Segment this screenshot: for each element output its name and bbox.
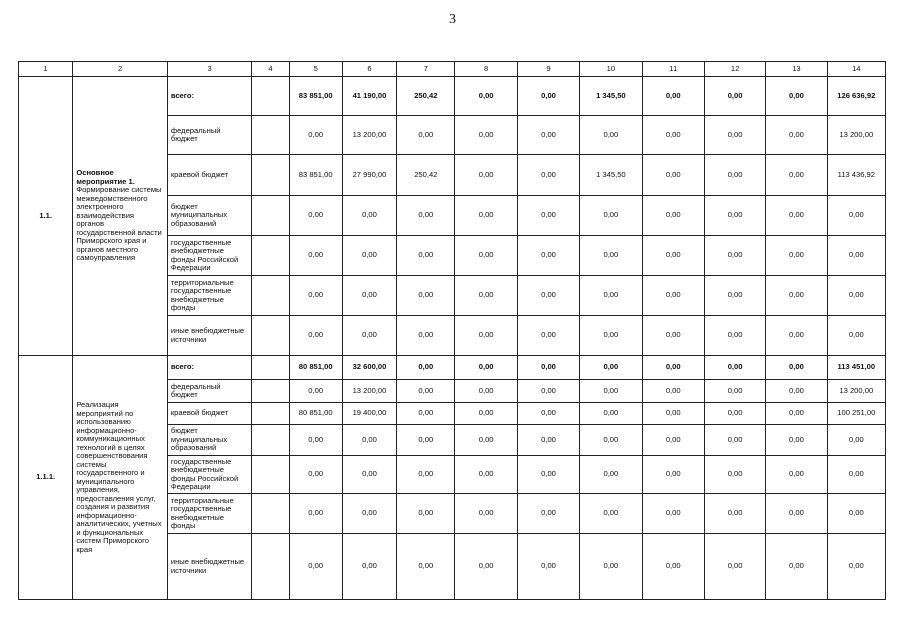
value-cell: 0,00 [580,196,642,236]
value-cell: 0,00 [642,236,704,276]
value-cell: 0,00 [704,196,765,236]
value-cell: 0,00 [455,534,517,600]
funding-source: государственные внебюджетные фонды Российской Федерации [167,456,251,494]
value-cell: 13 200,00 [827,116,885,155]
value-cell: 0,00 [289,380,342,403]
value-cell: 0,00 [827,316,885,356]
item-code: 1.1.1. [19,356,73,600]
value-cell: 0,00 [517,116,579,155]
column-header-12: 12 [704,62,765,77]
value-cell: 0,00 [397,380,455,403]
value-cell: 0,00 [827,236,885,276]
value-cell: 0,00 [704,494,765,534]
value-cell: 0,00 [704,116,765,155]
value-cell: 0,00 [704,403,765,425]
value-cell: 0,00 [289,456,342,494]
value-cell: 0,00 [766,196,827,236]
value-cell: 0,00 [766,456,827,494]
value-cell: 0,00 [397,356,455,380]
value-cell: 83 851,00 [289,77,342,116]
value-cell: 0,00 [580,356,642,380]
value-cell: 0,00 [517,403,579,425]
value-cell: 0,00 [827,425,885,456]
value-cell: 0,00 [517,316,579,356]
value-cell: 0,00 [642,77,704,116]
value-cell: 0,00 [580,316,642,356]
item-name-title: Основное мероприятие 1. [76,168,135,186]
column-4-cell [252,425,289,456]
value-cell: 0,00 [766,356,827,380]
value-cell: 0,00 [766,380,827,403]
value-cell: 32 600,00 [342,356,396,380]
value-cell: 0,00 [455,403,517,425]
column-header-5: 5 [289,62,342,77]
column-4-cell [252,534,289,600]
value-cell: 0,00 [455,425,517,456]
item-name [73,77,168,356]
value-cell: 0,00 [455,356,517,380]
funding-source: территориальные государственные внебюджетные фонды [167,494,251,534]
column-4-cell [252,316,289,356]
value-cell: 80 851,00 [289,356,342,380]
value-cell: 0,00 [766,425,827,456]
value-cell: 0,00 [580,425,642,456]
value-cell: 0,00 [342,316,396,356]
value-cell: 0,00 [704,77,765,116]
funding-source: всего: [167,356,251,380]
value-cell: 0,00 [289,276,342,316]
value-cell: 0,00 [289,494,342,534]
budget-table [18,61,886,600]
value-cell: 1 345,50 [580,77,642,116]
value-cell: 0,00 [766,236,827,276]
value-cell: 0,00 [642,380,704,403]
column-4-cell [252,116,289,155]
column-header-2: 2 [73,62,168,77]
value-cell: 250,42 [397,77,455,116]
value-cell: 0,00 [455,236,517,276]
value-cell: 0,00 [827,494,885,534]
value-cell: 0,00 [517,425,579,456]
value-cell: 0,00 [517,77,579,116]
value-cell: 0,00 [342,276,396,316]
value-cell: 0,00 [397,276,455,316]
column-4-cell [252,494,289,534]
funding-source: бюджет муниципальных образований [167,196,251,236]
value-cell: 0,00 [766,316,827,356]
value-cell: 1 345,50 [580,155,642,196]
value-cell: 0,00 [342,425,396,456]
value-cell: 0,00 [289,534,342,600]
value-cell: 0,00 [397,236,455,276]
column-header-13: 13 [766,62,827,77]
value-cell: 0,00 [642,494,704,534]
value-cell: 0,00 [517,380,579,403]
table-row [19,356,886,380]
value-cell: 0,00 [289,236,342,276]
column-4-cell [252,380,289,403]
value-cell: 0,00 [580,236,642,276]
value-cell: 0,00 [397,425,455,456]
value-cell: 0,00 [342,534,396,600]
value-cell: 0,00 [704,276,765,316]
value-cell: 0,00 [455,494,517,534]
value-cell: 0,00 [397,456,455,494]
column-header-11: 11 [642,62,704,77]
value-cell: 113 451,00 [827,356,885,380]
value-cell: 0,00 [289,316,342,356]
value-cell: 0,00 [517,276,579,316]
value-cell: 0,00 [704,456,765,494]
value-cell: 0,00 [455,116,517,155]
value-cell: 100 251,00 [827,403,885,425]
page-number: 3 [449,12,456,27]
value-cell: 0,00 [455,316,517,356]
column-4-cell [252,155,289,196]
value-cell: 113 436,92 [827,155,885,196]
column-header-3: 3 [167,62,251,77]
value-cell: 250,42 [397,155,455,196]
value-cell: 0,00 [766,534,827,600]
value-cell: 13 200,00 [342,116,396,155]
value-cell: 0,00 [704,356,765,380]
funding-source: бюджет муниципальных образований [167,425,251,456]
value-cell: 0,00 [580,456,642,494]
value-cell: 0,00 [766,403,827,425]
header-row [19,62,886,77]
value-cell: 0,00 [766,116,827,155]
column-header-8: 8 [455,62,517,77]
value-cell: 0,00 [342,456,396,494]
value-cell: 0,00 [642,116,704,155]
column-header-10: 10 [580,62,642,77]
value-cell: 0,00 [289,116,342,155]
column-4-cell [252,276,289,316]
value-cell: 0,00 [766,77,827,116]
value-cell: 0,00 [455,196,517,236]
funding-source: федеральный бюджет [167,380,251,403]
value-cell: 0,00 [642,356,704,380]
table-row [19,77,886,116]
value-cell: 0,00 [827,456,885,494]
value-cell: 0,00 [704,316,765,356]
table-body [19,77,886,600]
column-4-cell [252,456,289,494]
value-cell: 0,00 [827,196,885,236]
value-cell: 0,00 [642,403,704,425]
value-cell: 0,00 [827,534,885,600]
value-cell: 0,00 [517,534,579,600]
column-header-7: 7 [397,62,455,77]
column-header-14: 14 [827,62,885,77]
value-cell: 0,00 [455,456,517,494]
funding-source: федеральный бюджет [167,116,251,155]
value-cell: 0,00 [580,403,642,425]
value-cell: 13 200,00 [827,380,885,403]
item-name-text: Реализация мероприятий по использованию информационно-коммуникационных технологий в целях совершенствования системы государственного и муниципального управления, предоставления услуг, создания и развития информационно-аналитических, учетных и функциональных систем Приморского края [76,400,162,554]
value-cell: 0,00 [766,155,827,196]
value-cell: 0,00 [455,276,517,316]
value-cell: 0,00 [455,380,517,403]
item-code: 1.1. [19,77,73,356]
value-cell: 0,00 [580,494,642,534]
value-cell: 0,00 [766,494,827,534]
column-4-cell [252,77,289,116]
value-cell: 0,00 [342,494,396,534]
value-cell: 0,00 [289,196,342,236]
value-cell: 0,00 [342,236,396,276]
column-header-6: 6 [342,62,396,77]
value-cell: 0,00 [642,425,704,456]
value-cell: 0,00 [580,276,642,316]
value-cell: 0,00 [580,380,642,403]
value-cell: 0,00 [580,116,642,155]
funding-source: территориальные государственные внебюджетные фонды [167,276,251,316]
value-cell: 0,00 [642,155,704,196]
column-header-9: 9 [517,62,579,77]
value-cell: 0,00 [517,196,579,236]
funding-source: государственные внебюджетные фонды Российской Федерации [167,236,251,276]
funding-source: иные внебюджетные источники [167,316,251,356]
column-4-cell [252,403,289,425]
column-4-cell [252,236,289,276]
value-cell: 0,00 [397,316,455,356]
value-cell: 0,00 [397,534,455,600]
value-cell: 0,00 [704,534,765,600]
funding-source: всего: [167,77,251,116]
value-cell: 0,00 [342,196,396,236]
value-cell: 0,00 [289,425,342,456]
column-4-cell [252,356,289,380]
value-cell: 0,00 [642,456,704,494]
column-header-4: 4 [252,62,289,77]
value-cell: 0,00 [766,276,827,316]
value-cell: 0,00 [397,116,455,155]
value-cell: 83 851,00 [289,155,342,196]
value-cell: 0,00 [517,456,579,494]
value-cell: 0,00 [642,534,704,600]
value-cell: 0,00 [397,403,455,425]
item-name [73,356,168,600]
value-cell: 13 200,00 [342,380,396,403]
value-cell: 0,00 [517,494,579,534]
value-cell: 0,00 [642,196,704,236]
value-cell: 0,00 [455,77,517,116]
value-cell: 0,00 [642,316,704,356]
value-cell: 0,00 [517,155,579,196]
value-cell: 0,00 [642,276,704,316]
value-cell: 0,00 [517,236,579,276]
value-cell: 80 851,00 [289,403,342,425]
item-name-text: Формирование системы межведомственного электронного взаимодействия органов государственной власти Приморского края и органов местного самоуправления [76,185,162,263]
value-cell: 126 636,92 [827,77,885,116]
value-cell: 19 400,00 [342,403,396,425]
value-cell: 0,00 [704,236,765,276]
value-cell: 41 190,00 [342,77,396,116]
funding-source: краевой бюджет [167,403,251,425]
column-header-1: 1 [19,62,73,77]
value-cell: 0,00 [704,155,765,196]
value-cell: 0,00 [580,534,642,600]
funding-source: иные внебюджетные источники [167,534,251,600]
value-cell: 0,00 [704,425,765,456]
value-cell: 0,00 [704,380,765,403]
value-cell: 0,00 [455,155,517,196]
value-cell: 27 990,00 [342,155,396,196]
value-cell: 0,00 [517,356,579,380]
column-4-cell [252,196,289,236]
value-cell: 0,00 [827,276,885,316]
funding-source: краевой бюджет [167,155,251,196]
value-cell: 0,00 [397,196,455,236]
value-cell: 0,00 [397,494,455,534]
